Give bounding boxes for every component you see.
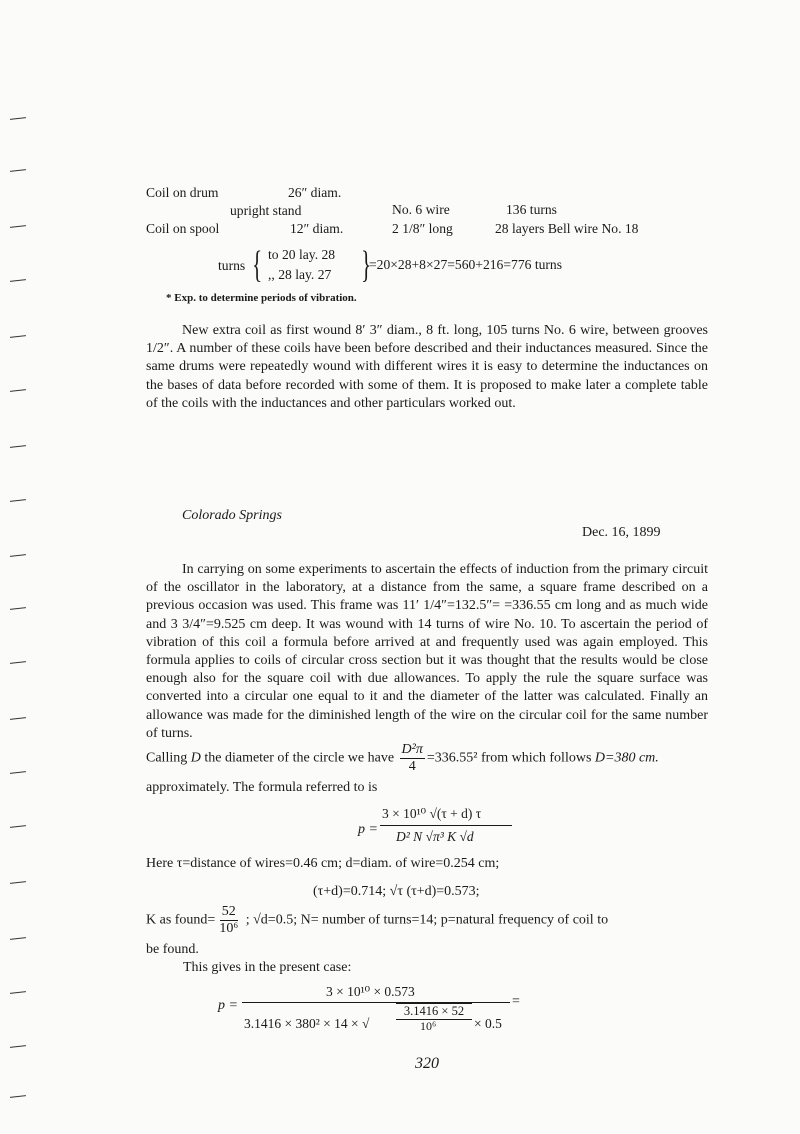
k-line <box>146 904 712 937</box>
k-post: ; √d=0.5; N= number of turns=14; p=natural frequency of coil to <box>242 912 609 928</box>
turns-result: =20×28+8×27=560+216=776 turns <box>369 257 563 272</box>
margin-mark <box>10 1045 26 1049</box>
calling-result: D=380 cm. <box>594 750 659 766</box>
wire-no: No. 6 wire <box>392 202 450 217</box>
formula2-equals: = <box>512 994 520 1009</box>
gives-line: This gives in the present case: <box>183 960 352 975</box>
margin-mark <box>10 225 26 229</box>
margin-mark <box>10 169 26 173</box>
calling-D: D <box>190 750 201 766</box>
k-den: 10⁶ <box>219 921 239 936</box>
margin-mark <box>10 881 26 885</box>
d2pi-num: D²π <box>401 742 423 757</box>
right-brace: } <box>361 244 372 286</box>
margin-mark <box>10 499 26 503</box>
d2pi-den: 4 <box>408 759 416 774</box>
coil-drum-label: Coil on drum <box>146 185 219 200</box>
turns-line1: to 20 lay. 28 <box>268 247 336 262</box>
formula1-bar <box>380 825 512 826</box>
margin-mark <box>10 335 26 339</box>
k-num: 52 <box>221 904 236 919</box>
paragraph-extra-coil <box>146 322 708 413</box>
margin-mark <box>10 117 26 121</box>
margin-mark <box>10 717 26 721</box>
k-pre: K as found= <box>146 912 216 928</box>
d2pi-fraction <box>400 742 425 775</box>
margin-mark <box>10 991 26 995</box>
formula1-den: D² N √π³ K √d <box>396 829 474 844</box>
approx-line: approximately. The formula referred to is <box>146 780 378 795</box>
formula2-root-num: 3.1416 × 52 <box>396 1003 472 1020</box>
margin-mark <box>10 771 26 775</box>
k-fraction <box>217 904 240 937</box>
paragraph-extra-coil-text: New extra coil as first wound 8′ 3″ diam., 8 ft. long, 105 turns No. 6 wire, between grooves 1/2″. A number of these coils have been before described and their inductances measured. Since the same drums were repeatedly wound with different wires it is easy to determine the inductances on the bases of data before recorded with some of them. It is proposed to make later a complete table of the coils with the inductances and other particulars worked out. <box>146 323 708 411</box>
be-found-line: be found. <box>146 942 199 957</box>
margin-mark <box>10 1095 26 1099</box>
upright-stand-label: upright stand <box>230 203 302 218</box>
coil-spool-label: Coil on spool <box>146 221 220 236</box>
calling-pre: Calling <box>146 750 191 766</box>
calling-post: =336.55² from which follows <box>426 750 595 766</box>
footnote: * Exp. to determine periods of vibration. <box>166 292 357 304</box>
turns-label: turns <box>218 258 246 273</box>
formula1-num: 3 × 10¹⁰ √(τ + d) τ <box>382 806 482 821</box>
left-brace: { <box>252 244 263 286</box>
turns-line2: ,, 28 lay. 27 <box>268 267 332 282</box>
coil-spool-layers: 28 layers Bell wire No. 18 <box>495 221 639 236</box>
paragraph-induction-text: In carrying on some experiments to ascertain the effects of induction from the primary circuit of the oscillator in the laboratory, at a distance from the same, a square frame described on a previous occasion was used. This frame was 11′ 1/4″=132.5″= =336.55 cm long and as much wide and 3 3/4″=9.525 cm deep. It was wound with 14 turns of wire No. 10. To ascertain the period of vibration of this coil a formula before arrived at and frequently used was again employed. This formula applies to coils of circular cross section but it was thought that the results would be close enough also for the square coil with due allowances. To apply the rule the square surface was converted into a circular one equal to it and the diameter of the latter was calculated. Finally an allowance was made for the diminished length of the wire on the circular coil for the same number of turns. <box>146 562 708 741</box>
margin-mark <box>10 389 26 393</box>
formula1-p: p = <box>358 822 378 837</box>
margin-mark <box>10 825 26 829</box>
formula2-p: p = <box>218 998 238 1013</box>
coil-spool-length: 2 1/8″ long <box>392 221 453 236</box>
calling-mid: the diameter of the circle we have <box>200 750 395 766</box>
entry-date: Dec. 16, 1899 <box>582 525 661 540</box>
margin-mark <box>10 554 26 558</box>
formula2-den: 3.1416 × 380² × 14 × √ <box>244 1016 370 1031</box>
page-number: 320 <box>415 1055 439 1072</box>
coil-drum-diam: 26″ diam. <box>288 185 342 200</box>
turns-count: 136 turns <box>506 202 557 217</box>
here-line: Here τ=distance of wires=0.46 cm; d=diam. of wire=0.254 cm; <box>146 856 500 871</box>
margin-mark <box>10 607 26 611</box>
margin-mark <box>10 937 26 941</box>
location-heading: Colorado Springs <box>182 508 282 523</box>
paragraph-induction <box>146 561 708 743</box>
calling-line <box>146 742 712 775</box>
formula2-tail: × 0.5 <box>474 1016 502 1031</box>
formula2-num: 3 × 10¹⁰ × 0.573 <box>326 984 415 999</box>
margin-mark <box>10 279 26 283</box>
values-line: (τ+d)=0.714; √τ (τ+d)=0.573; <box>313 884 480 899</box>
margin-mark <box>10 445 26 449</box>
coil-spool-diam: 12″ diam. <box>290 221 344 236</box>
margin-mark <box>10 661 26 665</box>
formula2-root-den: 10⁶ <box>420 1019 437 1033</box>
